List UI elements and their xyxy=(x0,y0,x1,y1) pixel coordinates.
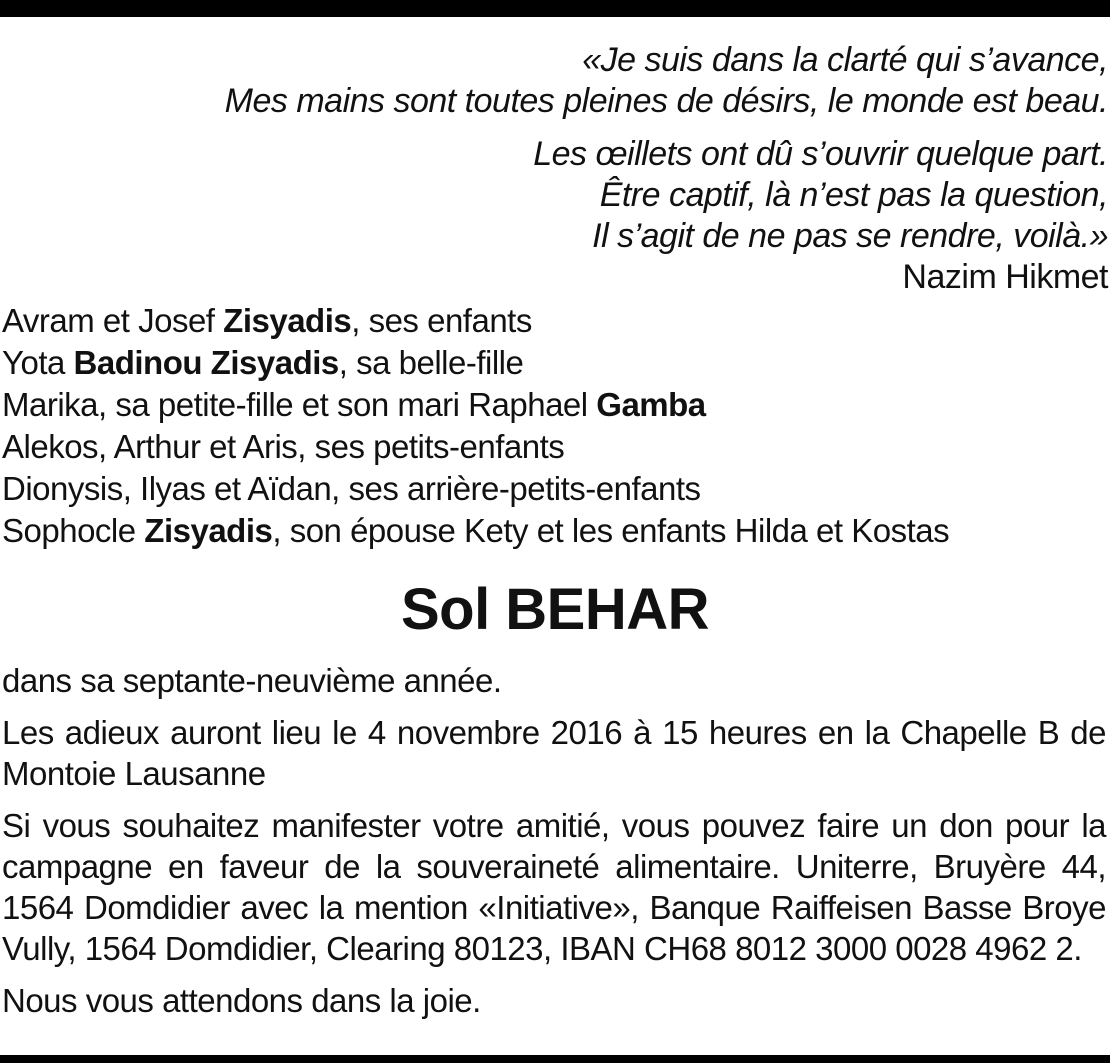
poem-stanza xyxy=(108,40,1108,122)
deceased-name: Sol BEHAR xyxy=(400,577,710,642)
family-relation: , son épouse Kety et les enfants Hilda et Kostas xyxy=(272,512,950,549)
family-surname: Zisyadis xyxy=(223,302,352,339)
family-relation: , ses enfants xyxy=(351,302,532,339)
family-line xyxy=(2,510,1102,552)
family-line xyxy=(2,342,1102,384)
family-surname: Gamba xyxy=(596,386,706,423)
family-line xyxy=(2,426,1102,468)
family-text: Avram et Josef xyxy=(2,302,224,339)
family-text: Alekos, Arthur et Aris, ses petits-enfants xyxy=(2,428,565,465)
family-line xyxy=(2,384,1102,426)
donation-paragraph: Si vous souhaitez manifester votre amitié, vous pouvez faire un don pour la campagne en faveur de la souveraineté alimentaire. Uniterre, Bruyère 44, 1564 Domdidier avec la mention «Initiative», Banque Raiffeisen Basse Broye Vully, 1564 Domdidier, Clearing 80123, IBAN CH68 8012 3000 0028 4962 2. xyxy=(2,807,1106,967)
family-text: Yota xyxy=(2,344,74,381)
notice-body xyxy=(2,660,1106,1032)
poem-author: Nazim Hikmet xyxy=(902,258,1108,296)
poem-line: Être captif, là n’est pas la question, xyxy=(599,176,1108,214)
closing-paragraph: Nous vous attendons dans la joie. xyxy=(2,982,481,1019)
poem-stanza xyxy=(108,134,1108,257)
family-text: Sophocle xyxy=(2,512,145,549)
family-surname: Zisyadis xyxy=(144,512,273,549)
family-text: Dionysis, Ilyas et Aïdan, ses arrière-petits-enfants xyxy=(2,470,701,507)
family-line xyxy=(2,300,1102,342)
ceremony-paragraph: Les adieux auront lieu le 4 novembre 2016 à 15 heures en la Chapelle B de Montoie Lausanne xyxy=(2,714,1106,792)
top-border-rule xyxy=(0,0,1110,17)
poem-line: «Je suis dans la clarté qui s’avance, xyxy=(582,41,1108,79)
epigraph-poem xyxy=(108,40,1108,298)
family-text: Marika, sa petite-fille et son mari Raphael xyxy=(2,386,597,423)
family-surname: Badinou Zisyadis xyxy=(73,344,339,381)
poem-line: Les œillets ont dû s’ouvrir quelque part. xyxy=(533,135,1108,173)
bottom-border-rule xyxy=(0,1055,1110,1063)
family-line xyxy=(2,468,1102,510)
family-list xyxy=(2,300,1102,552)
poem-line: Il s’agit de ne pas se rendre, voilà.» xyxy=(592,217,1108,255)
family-relation: , sa belle-fille xyxy=(338,344,524,381)
poem-line: Mes mains sont toutes pleines de désirs, le monde est beau. xyxy=(224,82,1108,120)
age-paragraph: dans sa septante-neuvième année. xyxy=(2,662,502,699)
